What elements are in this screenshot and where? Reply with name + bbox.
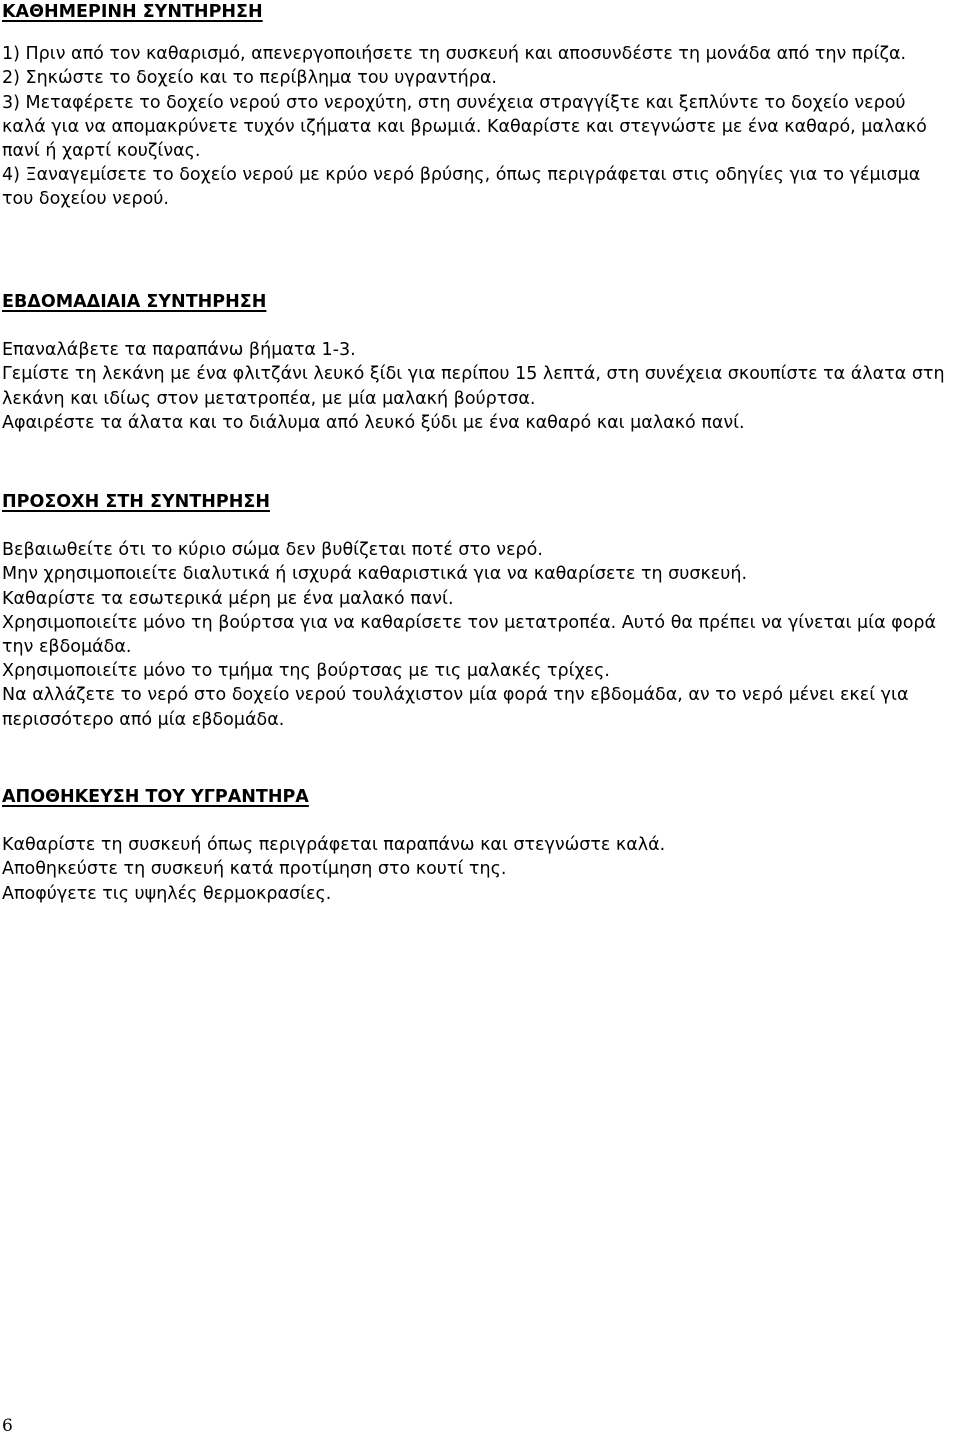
daily-step-4: 4) Ξαναγεμίσετε το δοχείο νερού με κρύο νερό βρύσης, όπως περιγράφεται στις οδηγίες για το γέμισμα του δοχείου νερού.	[2, 165, 921, 210]
maintenance-caution-heading: ΠΡΟΣΟΧΗ ΣΤΗ ΣΥΝΤΗΡΗΣΗ	[2, 492, 270, 512]
weekly-maintenance-heading: ΕΒΔΟΜΑΔΙΑΙΑ ΣΥΝΤΗΡΗΣΗ	[2, 292, 267, 312]
daily-maintenance-section	[2, 0, 954, 212]
caution-line-5: Χρησιμοποιείτε μόνο το τμήμα της βούρτσας με τις μαλακές τρίχες.	[2, 661, 610, 682]
daily-step-2: 2) Σηκώστε το δοχείο και το περίβλημα του υγραντήρα.	[2, 68, 497, 89]
caution-line-3: Καθαρίστε τα εσωτερικά μέρη με ένα μαλακό πανί.	[2, 588, 454, 609]
daily-maintenance-heading: ΚΑΘΗΜΕΡΙΝΗ ΣΥΝΤΗΡΗΣΗ	[2, 2, 263, 22]
daily-step-1: 1) Πριν από τον καθαρισμό, απενεργοποιήσετε τη συσκευή και αποσυνδέστε τη μονάδα από την πρίζα.	[2, 44, 907, 65]
weekly-maintenance-section	[2, 290, 954, 435]
maintenance-caution-section	[2, 490, 954, 732]
weekly-line-1: Επαναλάβετε τα παραπάνω βήματα 1-3.	[2, 340, 356, 361]
storage-line-1: Καθαρίστε τη συσκευή όπως περιγράφεται παραπάνω και στεγνώστε καλά.	[2, 835, 666, 856]
weekly-line-3: Αφαιρέστε τα άλατα και το διάλυμα από λευκό ξύδι με ένα καθαρό και μαλακό πανί.	[2, 412, 745, 433]
storage-heading: ΑΠΟΘΗΚΕΥΣΗ ΤΟΥ ΥΓΡΑΝΤΗΡΑ	[2, 787, 309, 807]
storage-line-3: Αποφύγετε τις υψηλές θερμοκρασίες.	[2, 883, 332, 904]
storage-section	[2, 785, 954, 906]
daily-step-3: 3) Μεταφέρετε το δοχείο νερού στο νεροχύτη, στη συνέχεια στραγγίξτε και ξεπλύντε το δοχείο νερού καλά για να απομακρύνετε τυχόν ιζήματα και βρωμιά. Καθαρίστε και στεγνώστε με ένα καθαρό, μαλακό πανί ή χαρτί κουζίνας.	[2, 92, 927, 162]
caution-line-2: Μην χρησιμοποιείτε διαλυτικά ή ισχυρά καθαριστικά για να καθαρίσετε τη συσκευή.	[2, 564, 748, 585]
storage-line-2: Αποθηκεύστε τη συσκευή κατά προτίμηση στο κουτί της.	[2, 859, 507, 880]
weekly-line-2: Γεμίστε τη λεκάνη με ένα φλιτζάνι λευκό ξίδι για περίπου 15 λεπτά, στη συνέχεια σκουπίστε τα άλατα στη λεκάνη και ιδίως στον μετατροπέα, με μία μαλακή βούρτσα.	[2, 364, 945, 409]
caution-line-6: Να αλλάζετε το νερό στο δοχείο νερού τουλάχιστον μία φορά την εβδομάδα, αν το νερό μένει εκεί για περισσότερο από μία εβδομάδα.	[2, 685, 909, 730]
caution-line-1: Βεβαιωθείτε ότι το κύριο σώμα δεν βυθίζεται ποτέ στο νερό.	[2, 540, 543, 561]
caution-line-4: Χρησιμοποιείτε μόνο τη βούρτσα για να καθαρίσετε τον μετατροπέα. Αυτό θα πρέπει να γίνεται μία φορά την εβδομάδα.	[2, 612, 937, 658]
page-number: 6	[2, 1416, 13, 1436]
